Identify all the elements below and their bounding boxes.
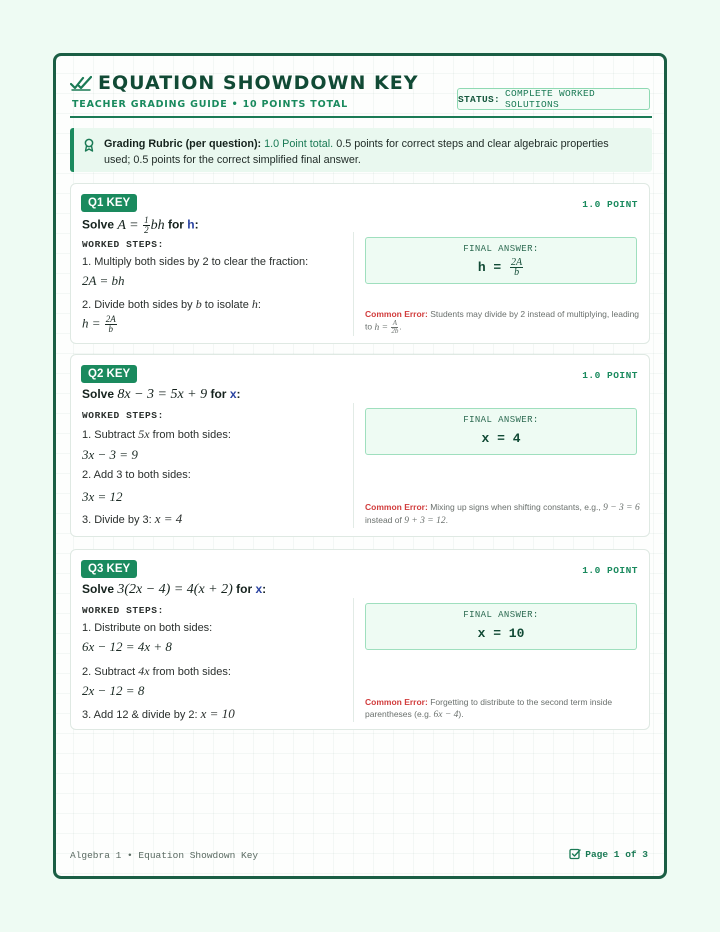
question-badge: Q1 KEY (81, 194, 137, 212)
question-card-q2 (70, 354, 650, 537)
worked-steps-label: WORKED STEPS: (82, 605, 164, 616)
final-answer-label: FINAL ANSWER: (463, 415, 539, 425)
common-error: Common Error: Mixing up signs when shifting constants, e.g., 9 − 3 = 6 instead of 9 + 3 = 12. (365, 502, 640, 526)
status-badge (457, 88, 650, 110)
card-divider (353, 232, 354, 336)
card-divider (353, 403, 354, 528)
footer-course: Algebra 1 • Equation Showdown Key (70, 850, 259, 861)
question-prompt: Solve A = $\frac{1}{2}$ bh for h: (82, 215, 199, 235)
answer-key-page (53, 53, 667, 879)
final-answer-box (365, 603, 637, 650)
step-1: 1. Multiply both sides by 2 to clear the fraction: (82, 256, 309, 268)
final-answer: x = 4 (481, 431, 521, 446)
card-divider (353, 598, 354, 722)
step-1-equation: 2A = bh (82, 273, 125, 288)
question-prompt: Solve 8x − 3 = 5x + 9 for x: (82, 387, 241, 402)
question-badge: Q2 KEY (81, 365, 137, 383)
final-answer-label: FINAL ANSWER: (463, 244, 539, 254)
step-1: 1. Distribute on both sides: (82, 622, 213, 634)
rubric-text: 0.5 points for correct steps and clear algebraic properties used; 0.5 points for the correct simplified final answer. (104, 138, 609, 166)
worked-steps-label: WORKED STEPS: (82, 239, 164, 250)
step-2: 2. Add 3 to both sides: (82, 469, 191, 481)
step-2-equation: 2x − 12 = 8 (82, 683, 145, 698)
question-equation: 3(2x − 4) = 4(x + 2) (117, 582, 233, 597)
page-title: EQUATION SHOWDOWN KEY (98, 72, 419, 94)
final-answer-box (365, 408, 637, 455)
step-2-equation: 3x = 12 (82, 489, 123, 504)
common-error: Common Error: Forgetting to distribute to the second term inside parentheses (e.g. 6x − 4). (365, 697, 613, 720)
question-equation: 8x − 3 = 5x + 9 (117, 387, 208, 402)
step-2: 2. Divide both sides by b to isolate h: (82, 297, 261, 311)
question-card-q1 (70, 183, 650, 344)
step-1-equation: 6x − 12 = 4x + 8 (82, 639, 172, 654)
final-answer-box (365, 237, 637, 284)
worked-steps-label: WORKED STEPS: (82, 410, 164, 421)
step-2: 2. Subtract 4x from both sides: (82, 664, 231, 678)
step-2-equation: h = $\frac{2A}{b}$ (82, 314, 116, 334)
status-value: COMPLETE WORKED SOLUTIONS (505, 88, 596, 110)
checkbox-check-icon (569, 848, 581, 860)
question-prompt: Solve 3(2x − 4) = 4(x + 2) for x: (82, 582, 267, 597)
status-label: STATUS: (458, 93, 501, 105)
final-answer: h = $\frac{2A}{b}$ (477, 257, 523, 278)
common-error: Common Error: Students may divide by 2 instead of multiplying, leading to h = $\frac{A}{2b}$ . (365, 309, 640, 335)
question-equation: A = $\frac{1}{2}$ bh (117, 215, 165, 235)
question-badge: Q3 KEY (81, 560, 137, 578)
header (70, 72, 652, 118)
question-card-q3 (70, 549, 650, 730)
grading-rubric (70, 128, 652, 172)
page-subtitle: TEACHER GRADING GUIDE • 10 POINTS TOTAL (72, 99, 348, 110)
double-check-icon (70, 74, 92, 92)
step-1-equation: 3x − 3 = 9 (82, 447, 138, 462)
step-3: 3. Divide by 3: x = 4 (82, 511, 183, 526)
question-points: 1.0 POINT (582, 370, 638, 381)
ribbon-award-icon (83, 138, 95, 152)
final-answer: x = 10 (477, 626, 525, 641)
rubric-points: 1.0 Point total. (264, 138, 334, 150)
step-3: 3. Add 12 & divide by 2: x = 10 (82, 706, 235, 721)
footer-page-number: Page 1 of 3 (569, 848, 648, 860)
final-answer-label: FINAL ANSWER: (463, 610, 539, 620)
question-points: 1.0 POINT (582, 199, 638, 210)
step-1: 1. Subtract 5x from both sides: (82, 427, 231, 441)
rubric-label: Grading Rubric (per question): (104, 138, 262, 150)
title-row (70, 72, 418, 94)
question-points: 1.0 POINT (582, 565, 638, 576)
